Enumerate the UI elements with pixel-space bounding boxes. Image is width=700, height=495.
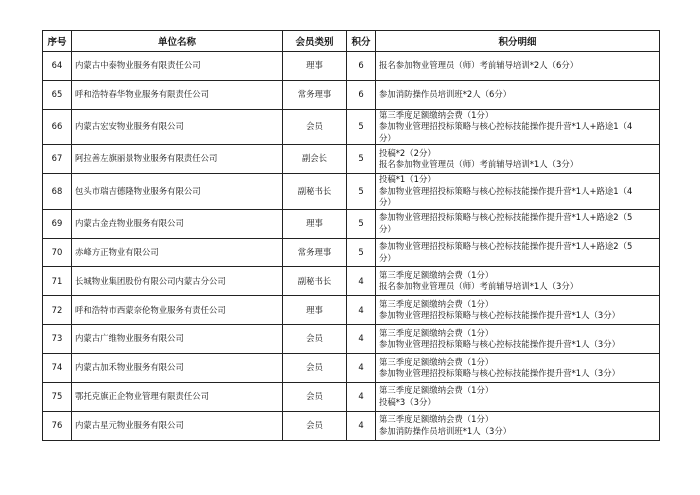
member-type: 常务理事 [283,238,347,267]
row-number: 67 [43,145,72,174]
header-name: 单位名称 [72,31,283,52]
points-detail [376,325,660,354]
row-number: 65 [43,80,72,109]
points-detail [376,296,660,325]
member-type: 会员 [283,383,347,412]
table-row [43,209,660,238]
unit-name: 内蒙古宏安物业服务有限公司 [72,109,283,145]
table-row [43,238,660,267]
detail-line: 第三季度足额缴纳会费（1分） [379,298,494,309]
points-value: 4 [347,325,376,354]
member-type: 副秘书长 [283,174,347,210]
member-type: 理事 [283,209,347,238]
row-number: 69 [43,209,72,238]
table-row [43,296,660,325]
points-detail [376,52,660,81]
detail-line: 投稿*1（1分） [379,174,436,185]
detail-line: 第三季度足额缴纳会费（1分） [379,414,494,425]
member-type: 副会长 [283,145,347,174]
table-row [43,411,660,440]
points-detail [376,411,660,440]
member-type: 会员 [283,411,347,440]
header-detail: 积分明细 [376,31,660,52]
detail-line: 报名参加物业管理员（师）考前辅导培训*2人（6分） [379,60,579,71]
detail-line: 参加物业管理招投标策略与核心控标技能操作提升营*1人+路途1（4 [379,121,633,132]
unit-name: 包头市瑞吉德隆物业服务有限公司 [72,174,283,210]
unit-name: 阿拉善左旗丽景物业服务有限责任公司 [72,145,283,174]
table-row [43,325,660,354]
detail-line: 分） [379,197,396,208]
unit-name: 内蒙古中泰物业服务有限责任公司 [72,52,283,81]
member-type: 副秘书长 [283,267,347,296]
table-row [43,52,660,81]
row-number: 70 [43,238,72,267]
table-row [43,383,660,412]
detail-line: 参加物业管理招投标策略与核心控标技能操作提升营*1人+路途1（4 [379,185,633,196]
row-number: 74 [43,354,72,383]
unit-name: 鄂托克旗正企物业管理有限责任公司 [72,383,283,412]
member-type: 会员 [283,325,347,354]
points-value: 5 [347,145,376,174]
detail-line: 投稿*3（3分） [379,396,436,407]
member-type: 理事 [283,296,347,325]
unit-name: 内蒙古星元物业服务有限公司 [72,411,283,440]
points-detail [376,209,660,238]
unit-name: 长城物业集团股份有限公司内蒙古分公司 [72,267,283,296]
points-value: 6 [347,52,376,81]
row-number: 64 [43,52,72,81]
detail-line: 报名参加物业管理员（师）考前辅导培训*1人（3分） [379,159,579,170]
points-value: 4 [347,267,376,296]
row-number: 75 [43,383,72,412]
table-row [43,80,660,109]
detail-line: 分） [379,132,396,143]
points-value: 4 [347,354,376,383]
detail-line: 投稿*2（2分） [379,147,436,158]
header-type: 会员类别 [283,31,347,52]
unit-name: 内蒙古加禾物业服务有限公司 [72,354,283,383]
table-row [43,354,660,383]
detail-line: 第三季度足额缴纳会费（1分） [379,356,494,367]
detail-line: 分） [379,252,396,263]
unit-name: 内蒙古金垚物业服务有限公司 [72,209,283,238]
row-number: 71 [43,267,72,296]
detail-line: 参加物业管理招投标策略与核心控标技能操作提升营*1人（3分） [379,310,620,321]
detail-line: 分） [379,223,396,234]
table-row [43,267,660,296]
points-value: 5 [347,174,376,210]
detail-line: 第三季度足额缴纳会费（1分） [379,269,494,280]
unit-name: 内蒙古广维物业服务有限公司 [72,325,283,354]
points-value: 4 [347,383,376,412]
table-row [43,174,660,210]
unit-name: 赤峰方正物业有限公司 [72,238,283,267]
detail-line: 第三季度足额缴纳会费（1分） [379,109,494,120]
detail-line: 参加物业管理招投标策略与核心控标技能操作提升营*1人（3分） [379,339,620,350]
row-number: 76 [43,411,72,440]
detail-line: 第三季度足额缴纳会费（1分） [379,327,494,338]
table-body [43,52,660,441]
points-detail [376,267,660,296]
points-detail [376,354,660,383]
points-detail [376,174,660,210]
row-number: 68 [43,174,72,210]
detail-line: 参加消防操作员培训班*1人（3分） [379,425,512,436]
points-detail [376,109,660,145]
points-value: 4 [347,296,376,325]
row-number: 66 [43,109,72,145]
detail-line: 参加物业管理招投标策略与核心控标技能操作提升营*1人+路途2（5 [379,241,633,251]
points-detail [376,80,660,109]
header-points: 积分 [347,31,376,52]
row-number: 72 [43,296,72,325]
unit-name: 呼和浩特春华物业服务有限责任公司 [72,80,283,109]
points-value: 5 [347,109,376,145]
row-number: 73 [43,325,72,354]
detail-line: 第三季度足额缴纳会费（1分） [379,385,494,396]
points-value: 5 [347,209,376,238]
detail-line: 参加物业管理招投标策略与核心控标技能操作提升营*1人+路途2（5 [379,212,633,223]
member-type: 理事 [283,52,347,81]
points-value: 4 [347,411,376,440]
member-type: 常务理事 [283,80,347,109]
points-value: 5 [347,238,376,267]
member-type: 会员 [283,354,347,383]
points-detail [376,145,660,174]
unit-name: 呼和浩特市西蒙奈伦物业服务有责任公司 [72,296,283,325]
header-row [43,31,660,52]
table-row [43,109,660,145]
points-detail [376,383,660,412]
detail-line: 参加物业管理招投标策略与核心控标技能操作提升营*1人（3分） [379,368,620,379]
table-row [43,145,660,174]
points-table [42,30,660,441]
points-detail [376,238,660,267]
detail-line: 参加消防操作员培训班*2人（6分） [379,89,512,100]
member-type: 会员 [283,109,347,145]
points-value: 6 [347,80,376,109]
header-no: 序号 [43,31,72,52]
detail-line: 报名参加物业管理员（师）考前辅导培训*1人（3分） [379,281,579,292]
